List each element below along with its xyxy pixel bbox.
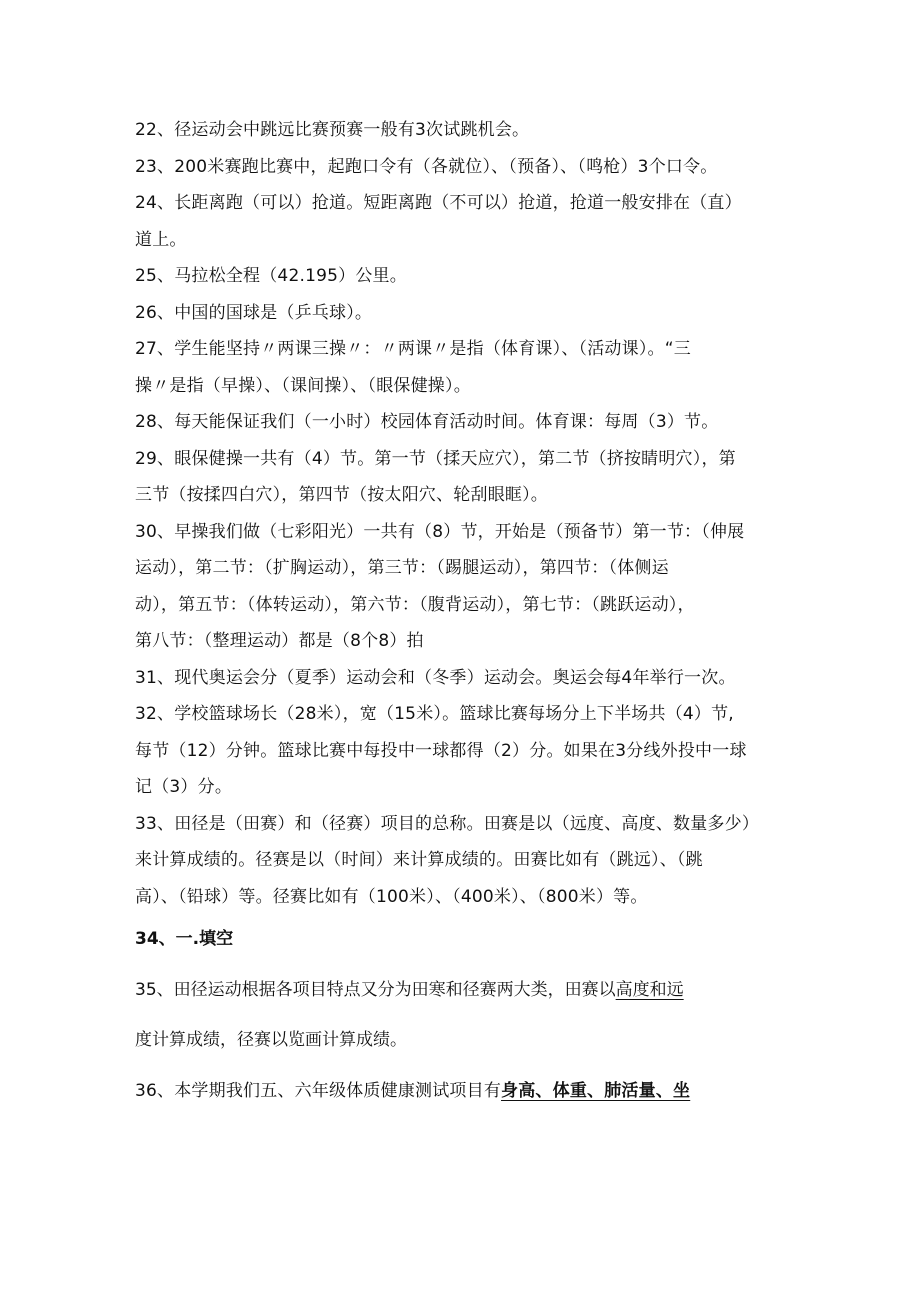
- item-line: 每节（12）分钟。篮球比赛中每投中一球都得（2）分。如果在3分线外投中一球: [135, 740, 747, 761]
- item-line: 23、200米赛跑比赛中，起跑口令有（各就位）、（预备）、（鸣枪）3个口令。: [135, 156, 718, 177]
- item-31: [135, 660, 805, 697]
- item-line: 29、眼保健操一共有（4）节。第一节（揉天应穴），第二节（挤按睛明穴），第: [135, 448, 736, 469]
- item-36-answer: 身高、体重、肺活量、坐: [501, 1080, 691, 1101]
- item-35: [135, 972, 805, 1059]
- item-line: 高）、（铅球）等。径赛比如有（100米）、（400米）、（800米）等。: [135, 886, 648, 907]
- item-line: 33、田径是（田赛）和（径赛）项目的总称。田赛是以（远度、高度、数量多少）: [135, 813, 760, 834]
- item-line: 来计算成绩的。径赛是以（时间）来计算成绩的。田赛比如有（跳远）、（跳: [135, 850, 703, 870]
- item-line: 度计算成绩，径赛以览画计算成绩。: [135, 1030, 407, 1050]
- item-line: 31、现代奥运会分（夏季）运动会和（冬季）运动会。奥运会每4年举行一次。: [135, 667, 736, 688]
- item-36-prefix: 36、本学期我们五、六年级体质健康测试项目有: [135, 1080, 502, 1101]
- item-line: 第八节：（整理运动）都是（8个8）拍: [135, 631, 424, 651]
- item-35-answer: 高度和远: [615, 979, 684, 1000]
- item-line: 运动），第二节：（扩胸运动），第三节：（踢腿运动），第四节：（体侧运: [135, 558, 669, 578]
- item-line: 道上。: [135, 229, 187, 250]
- item-line: 动），第五节：（体转运动），第六节：（腹背运动），第七节：（跳跃运动），: [135, 594, 695, 615]
- item-26: [135, 295, 805, 332]
- item-28: [135, 404, 805, 441]
- item-22: [135, 112, 805, 149]
- item-line: 22、径运动会中跳远比赛预赛一般有3次试跳机会。: [135, 120, 530, 140]
- item-35-prefix: 35、田径运动根据各项目特点又分为田寒和径赛两大类，田赛以: [135, 979, 616, 1000]
- item-line: 32、学校篮球场长（28米），宽（15米）。篮球比赛每场分上下半场共（4）节,: [135, 704, 734, 724]
- question-list: [135, 112, 805, 1109]
- item-25: [135, 258, 805, 295]
- item-line: 操〃是指（早操）、（课间操）、（眼保健操）。: [135, 375, 471, 396]
- section-heading-fill-blank: 34、一.填空: [135, 929, 234, 949]
- item-line: [135, 1073, 805, 1110]
- item-line: 27、学生能坚持〃两课三操〃：〃两课〃是指（体育课）、（活动课）。“三: [135, 339, 691, 359]
- item-23: [135, 149, 805, 186]
- item-line: 28、每天能保证我们（一小时）校园体育活动时间。体育课：每周（3）节。: [135, 412, 719, 432]
- item-line: 三节（按揉四白穴），第四节（按太阳穴、轮刮眼眶）。: [135, 485, 548, 505]
- item-24: [135, 185, 805, 258]
- item-30: [135, 514, 805, 660]
- item-36: [135, 1073, 805, 1110]
- item-line: 26、中国的国球是（乒乓球）。: [135, 302, 373, 323]
- item-line: 30、早操我们做（七彩阳光）一共有（8）节，开始是（预备节）第一节：（伸展: [135, 521, 745, 542]
- item-27: [135, 331, 805, 404]
- item-line: [135, 972, 805, 1009]
- item-32: [135, 696, 805, 806]
- item-29: [135, 441, 805, 514]
- item-33: [135, 806, 805, 916]
- item-line: 25、马拉松全程（42.195）公里。: [135, 266, 407, 286]
- item-line: 24、长距离跑（可以）抢道。短距离跑（不可以）抢道，抢道一般安排在（直）: [135, 193, 742, 213]
- item-line: 记（3）分。: [135, 777, 233, 797]
